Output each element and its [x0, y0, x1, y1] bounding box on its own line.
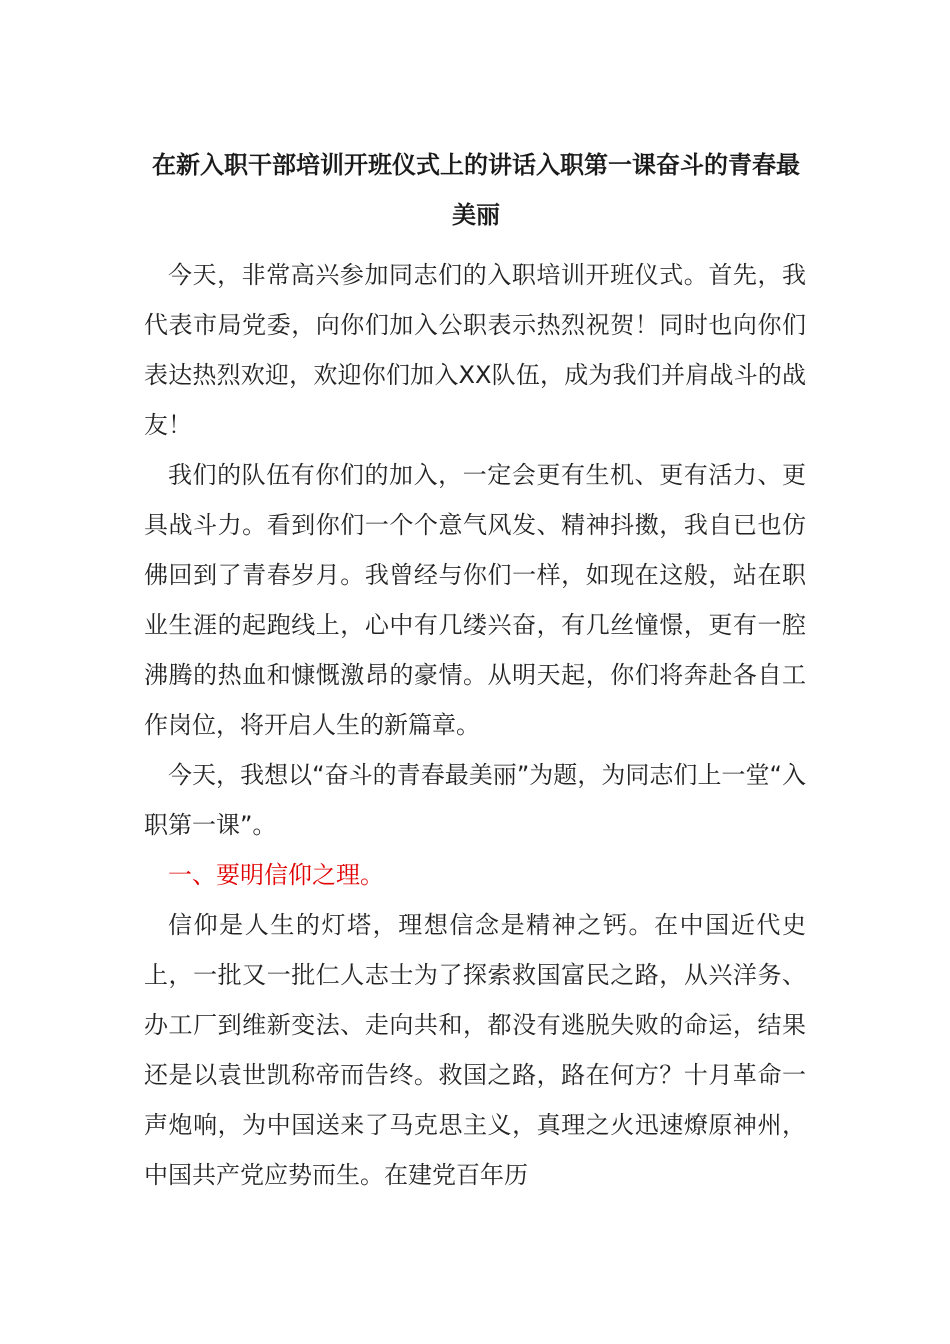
paragraph-topic: 今天，我想以“奋斗的青春最美丽”为题，为同志们上一堂“入职第一课”。 — [144, 761, 806, 839]
section-heading: 一、要明信仰之理。 — [168, 861, 384, 889]
paragraph-belief: 信仰是人生的灯塔，理想信念是精神之钙。在中国近代史上，一批又一批仁人志士为了探索救国富民之路，从兴洋务、办工厂到维新变法、走向共和，都没有逃脱失败的命运，结果还是以袁世凯称帝而告终。救国之路，路在何方？十月革命一声炮响，为中国送来了马克思主义，真理之火迅速燎原神州，中国共产党应势而生。在建党百年历 — [144, 911, 806, 1189]
paragraph-team: 我们的队伍有你们的加入，一定会更有生机、更有活力、更具战斗力。看到你们一个个意气风发、精神抖擞，我自已也仿佛回到了青春岁月。我曾经与你们一样，如现在这般，站在职业生涯的起跑线上，心中有几缕兴奋，有几丝憧憬，更有一腔沸腾的热血和慷慨激昂的豪情。从明天起，你们将奔赴各自工作岗位，将开启人生的新篇章。 — [144, 461, 806, 739]
document-title: 在新入职干部培训开班仪式上的讲话入职第一课奋斗的青春最美丽 — [152, 151, 800, 229]
paragraph-opening: 今天，非常高兴参加同志们的入职培训开班仪式。首先，我代表市局党委，向你们加入公职表示热烈祝贺！同时也向你们表达热烈欢迎，欢迎你们加入XX队伍，成为我们并肩战斗的战友！ — [144, 261, 806, 439]
